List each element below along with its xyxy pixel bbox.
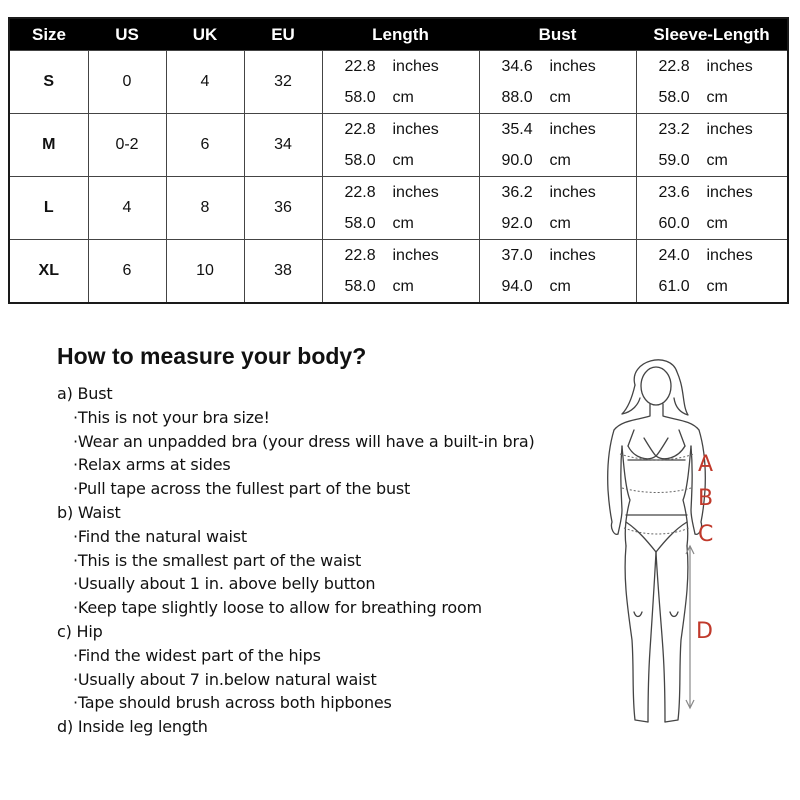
eu-cell: 36 — [244, 177, 322, 240]
measurement-value: 58.0 — [344, 215, 376, 232]
measurement-unit: inches — [549, 184, 596, 201]
measurement-value: 23.6 — [658, 184, 690, 201]
measurement-unit: cm — [549, 215, 571, 232]
uk-cell: 6 — [166, 114, 244, 177]
uk-cell: 4 — [166, 51, 244, 114]
measurement-value: 58.0 — [344, 278, 376, 295]
measurement-value: 37.0 — [501, 247, 533, 264]
sleeve-length-cell-inches — [659, 114, 788, 145]
guide-title: How to measure your body? — [57, 343, 367, 369]
measurement-unit: inches — [392, 121, 439, 138]
table-header-row — [9, 18, 788, 51]
instruction-item: ·Find the widest part of the hips — [73, 645, 321, 665]
sleeve-length-cell — [636, 240, 788, 304]
measurement-value: 35.4 — [501, 121, 533, 138]
measurement-value: 88.0 — [501, 89, 533, 106]
measurement-unit: cm — [706, 215, 728, 232]
measurement-unit: inches — [392, 184, 439, 201]
header-uk: UK — [166, 18, 244, 51]
measurement-value: 94.0 — [501, 278, 533, 295]
sleeve-length-cell — [636, 51, 788, 114]
us-cell: 6 — [88, 240, 166, 304]
length-cell-cm — [345, 145, 479, 176]
sleeve-length-cell — [636, 177, 788, 240]
body-measurement-illustration — [590, 350, 740, 750]
measurement-value: 22.8 — [344, 121, 376, 138]
instruction-item: ·Relax arms at sides — [73, 455, 231, 475]
instruction-item: ·Find the natural waist — [73, 526, 247, 546]
instruction-item: ·This is the smallest part of the waist — [73, 550, 362, 570]
length-cell — [322, 177, 479, 240]
bust-cell-inches — [502, 240, 636, 271]
header-size: Size — [9, 18, 88, 51]
size-cell: M — [9, 114, 88, 177]
measurement-value: 59.0 — [658, 152, 690, 169]
length-cell — [322, 114, 479, 177]
measurement-unit: cm — [549, 152, 571, 169]
bust-cell — [479, 114, 636, 177]
bust-cell-cm — [502, 271, 636, 302]
figure-label-c: C — [698, 522, 714, 547]
length-cell-cm — [345, 82, 479, 113]
measurement-unit: cm — [392, 89, 414, 106]
bust-cell-inches — [502, 51, 636, 82]
instruction-heading: d) Inside leg length — [57, 717, 208, 737]
measurement-unit: inches — [706, 121, 753, 138]
sleeve-length-cell-inches — [659, 240, 788, 271]
length-cell-inches — [345, 177, 479, 208]
sleeve-length-cell-inches — [659, 177, 788, 208]
instruction-item: ·Usually about 7 in.below natural waist — [73, 669, 377, 689]
length-cell-inches — [345, 240, 479, 271]
uk-cell: 10 — [166, 240, 244, 304]
measurement-value: 24.0 — [658, 247, 690, 264]
figure-label-b: B — [698, 486, 714, 511]
bust-cell — [479, 177, 636, 240]
size-cell: XL — [9, 240, 88, 304]
length-cell — [322, 51, 479, 114]
header-bust: Bust — [479, 18, 636, 51]
instruction-item: ·Keep tape slightly loose to allow for breathing room — [73, 598, 482, 618]
measurement-unit: cm — [706, 278, 728, 295]
measurement-value: 34.6 — [501, 58, 533, 75]
header-sleeve-length: Sleeve-Length — [636, 18, 788, 51]
sleeve-length-cell-inches — [659, 51, 788, 82]
header-length: Length — [322, 18, 479, 51]
measurement-unit: inches — [392, 247, 439, 264]
length-cell-inches — [345, 114, 479, 145]
uk-cell: 8 — [166, 177, 244, 240]
measurement-value: 90.0 — [501, 152, 533, 169]
length-cell-cm — [345, 271, 479, 302]
eu-cell: 38 — [244, 240, 322, 304]
measurement-unit: inches — [706, 58, 753, 75]
bust-cell-inches — [502, 114, 636, 145]
size-cell: S — [9, 51, 88, 114]
bust-cell — [479, 240, 636, 304]
table-row — [9, 240, 788, 304]
header-eu: EU — [244, 18, 322, 51]
measurement-unit: cm — [392, 215, 414, 232]
instruction-item: ·Wear an unpadded bra (your dress will have a built-in bra) — [73, 431, 535, 451]
instruction-item: ·This is not your bra size! — [73, 407, 270, 427]
measurement-value: 23.2 — [658, 121, 690, 138]
measurement-unit: inches — [706, 247, 753, 264]
instruction-item: ·Pull tape across the fullest part of the bust — [73, 479, 411, 499]
measurement-unit: inches — [706, 184, 753, 201]
measurement-unit: cm — [392, 152, 414, 169]
table-row — [9, 177, 788, 240]
measurement-unit: cm — [706, 89, 728, 106]
bust-cell-cm — [502, 82, 636, 113]
measurement-unit: inches — [549, 121, 596, 138]
measurement-value: 58.0 — [344, 152, 376, 169]
instruction-heading: a) Bust — [57, 384, 113, 403]
measurement-unit: inches — [392, 58, 439, 75]
measurement-value: 22.8 — [658, 58, 690, 75]
measurement-unit: inches — [549, 247, 596, 264]
measurement-value: 22.8 — [344, 184, 376, 201]
instruction-heading: b) Waist — [57, 502, 121, 522]
measurement-unit: cm — [706, 152, 728, 169]
length-cell-cm — [345, 208, 479, 239]
measurement-value: 58.0 — [344, 89, 376, 106]
measure-instructions — [57, 382, 577, 739]
measurement-unit: cm — [549, 89, 571, 106]
instruction-item: ·Usually about 1 in. above belly button — [73, 574, 376, 594]
bust-cell-cm — [502, 145, 636, 176]
instruction-item: ·Tape should brush across both hipbones — [73, 693, 392, 713]
length-cell — [322, 240, 479, 304]
sleeve-length-cell-cm — [659, 271, 788, 302]
sleeve-length-cell-cm — [659, 82, 788, 113]
instruction-heading: c) Hip — [57, 621, 103, 641]
us-cell: 4 — [88, 177, 166, 240]
length-cell-inches — [345, 51, 479, 82]
measurement-value: 36.2 — [501, 184, 533, 201]
header-us: US — [88, 18, 166, 51]
us-cell: 0 — [88, 51, 166, 114]
table-row — [9, 114, 788, 177]
size-chart-table — [8, 17, 789, 304]
sleeve-length-cell — [636, 114, 788, 177]
bust-cell — [479, 51, 636, 114]
measurement-unit: inches — [549, 58, 596, 75]
measurement-unit: cm — [549, 278, 571, 295]
size-cell: L — [9, 177, 88, 240]
figure-label-d: D — [696, 619, 713, 644]
eu-cell: 34 — [244, 114, 322, 177]
eu-cell: 32 — [244, 51, 322, 114]
measurement-value: 22.8 — [344, 247, 376, 264]
measurement-unit: cm — [392, 278, 414, 295]
sleeve-length-cell-cm — [659, 145, 788, 176]
sleeve-length-cell-cm — [659, 208, 788, 239]
us-cell: 0-2 — [88, 114, 166, 177]
measurement-value: 60.0 — [658, 215, 690, 232]
measurement-value: 92.0 — [501, 215, 533, 232]
bust-cell-cm — [502, 208, 636, 239]
measurement-value: 22.8 — [344, 58, 376, 75]
bust-cell-inches — [502, 177, 636, 208]
measurement-value: 58.0 — [658, 89, 690, 106]
table-row — [9, 51, 788, 114]
measurement-value: 61.0 — [658, 278, 690, 295]
figure-label-a: A — [698, 452, 714, 477]
